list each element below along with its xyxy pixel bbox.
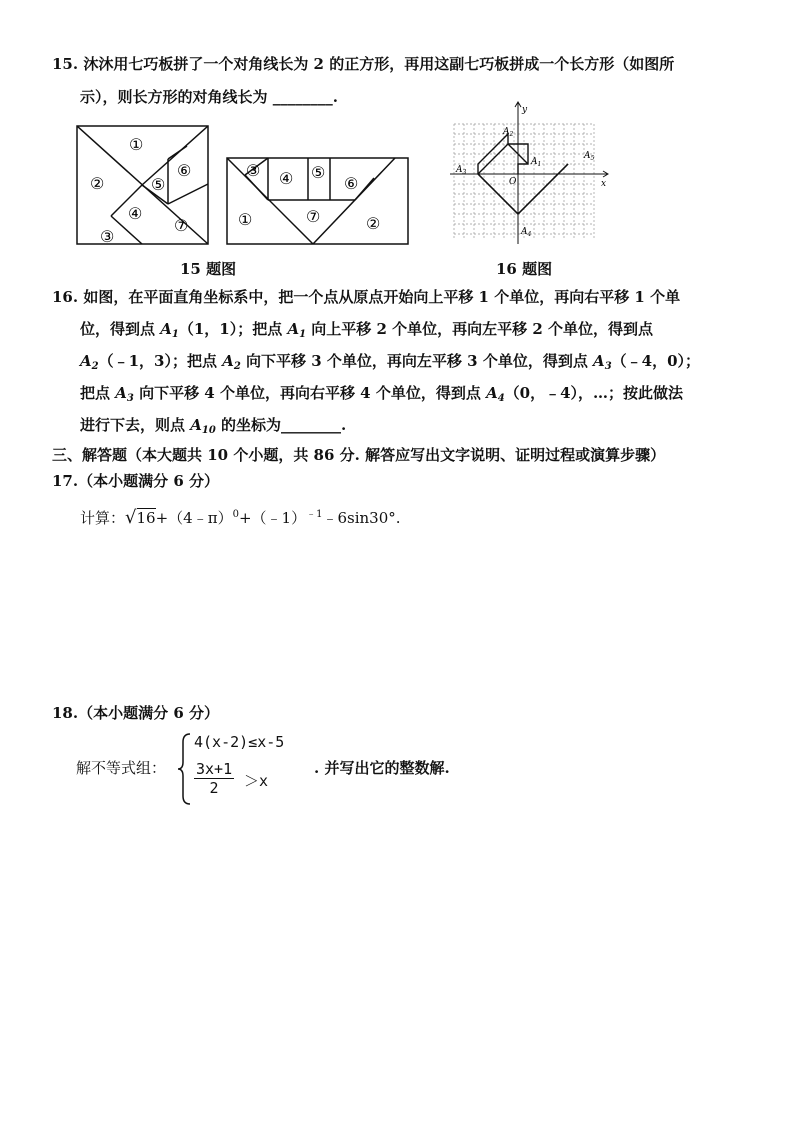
radicand: 16 (136, 509, 156, 527)
left-brace (176, 732, 194, 806)
tangram-figure (60, 118, 420, 248)
rect-label-2: ② (366, 214, 381, 233)
square-label-2: ② (90, 174, 105, 193)
axis-y-label: y (522, 105, 528, 115)
inequality-1: 4(x-2)≤x-5 (194, 733, 285, 751)
point-a2-label: $A_2$ (503, 127, 514, 138)
numerator: 3x+1 (196, 760, 233, 778)
fig16-caption: 16 题图 (496, 260, 553, 278)
section3-heading: 三、解答题（本大题共 10 个小题，共 86 分. 解答应写出文字说明、证明过程或演算步骤） (52, 446, 666, 464)
inequality-2-rhs: ＞x (244, 772, 269, 790)
rect-label-3: ③ (246, 161, 261, 180)
q17-title: 17.（本小题满分 6 分） (52, 472, 219, 490)
square-label-5: ⑤ (151, 175, 166, 194)
q16-line4: 把点 $A_3$ 向下平移 4 个单位，再向右平移 4 个单位，得到点 $A_4(0$，﹣4），…；按此做法 (80, 384, 684, 404)
q15-line1: 15. 沐沐用七巧板拼了一个对角线长为 2 的正方形，再用这副七巧板拼成一个长方形（如图所 (52, 55, 675, 73)
q16-line1: 16. 如图，在平面直角坐标系中，把一个点从原点开始向上平移 1 个单位，再向右平移 1 个单 (52, 288, 681, 306)
square-label-6: ⑥ (177, 161, 192, 180)
coordinate-figure (448, 98, 618, 248)
origin-label: O (509, 177, 517, 187)
point-a1-label: $A_1$ (531, 157, 542, 168)
q17-expression: 计算：√16+（4﹣π）$^0$+（﹣1）$^{﹣1}$﹣6sin30°. (80, 507, 401, 528)
q18-suffix: . 并写出它的整数解. (314, 759, 450, 777)
point-a4-label: $A_4$ (521, 227, 532, 238)
rect-label-7: ⑦ (306, 207, 321, 226)
q15-line2: 示），则长方形的对角线长为 ________. (80, 88, 338, 106)
square-label-3: ③ (100, 227, 115, 246)
rect-label-4: ④ (279, 169, 294, 188)
axis-x-label: x (601, 179, 607, 189)
square-label-7: ⑦ (174, 216, 189, 235)
q18-prefix: 解不等式组： (76, 759, 167, 777)
q18-title: 18.（本小题满分 6 分） (52, 704, 219, 722)
point-a3-label: $A_3$ (456, 165, 467, 176)
rect-label-5: ⑤ (311, 163, 326, 182)
denominator: 2 (209, 779, 219, 797)
square-label-4: ④ (128, 204, 143, 223)
fraction (194, 760, 234, 797)
square-label-1: ① (129, 135, 144, 154)
q16-line3: $A_2(﹣1$，3）；把点 $A_2$ 向下平移 3 个单位，再向左平移 3 个单位，得到点 $A_3(﹣4$，0）； (80, 352, 701, 372)
rect-label-6: ⑥ (344, 174, 359, 193)
rect-label-1: ① (238, 210, 253, 229)
point-a5-label: $A_5$ (584, 151, 595, 162)
q16-line5: 进行下去，则点 $A_{10}$ 的坐标为________. (80, 416, 347, 436)
fig15-caption: 15 题图 (180, 260, 237, 278)
q16-line2: 位，得到点 $A_1(1$，1）；把点 $A_1$ 向上平移 2 个单位，再向左平移 2 个单位，得到点 (80, 320, 654, 340)
